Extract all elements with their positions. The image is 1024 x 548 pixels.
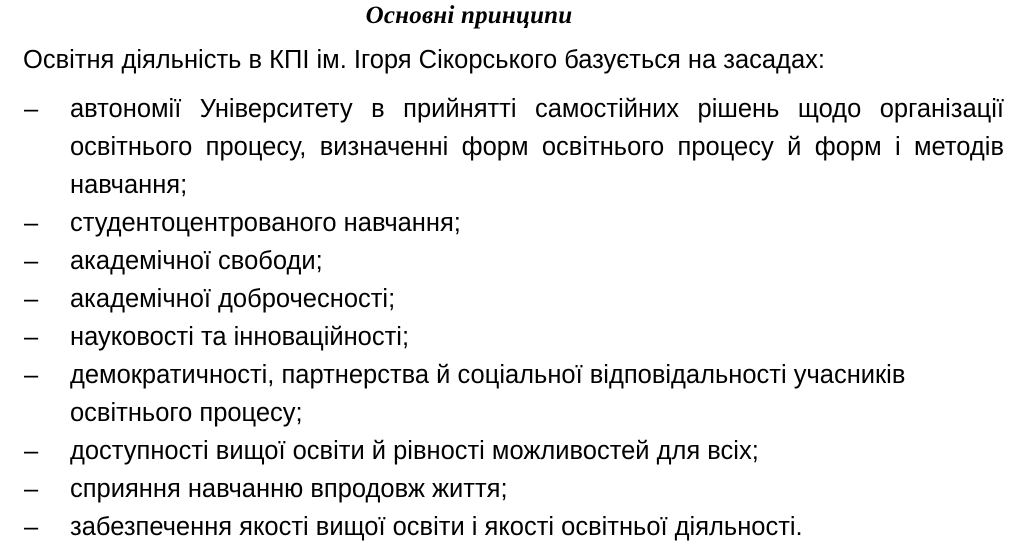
bullet-dash: – bbox=[24, 209, 39, 237]
bullet-dash: – bbox=[24, 247, 39, 275]
list-item bbox=[0, 204, 1004, 242]
list-item bbox=[0, 432, 1004, 470]
bullet-dash: – bbox=[24, 95, 39, 123]
intro-paragraph: Освітня діяльність в КПІ ім. Ігоря Сікорського базується на засадах: bbox=[23, 46, 825, 74]
list-item-text: забезпечення якості вищої освіти і якості освітньої діяльності. bbox=[70, 513, 803, 541]
principles-list bbox=[0, 90, 1024, 546]
list-item-text: доступності вищої освіти й рівності можливостей для всіх; bbox=[70, 437, 759, 465]
list-item-text: академічної свободи; bbox=[70, 247, 323, 275]
bullet-dash: – bbox=[24, 513, 39, 541]
list-item bbox=[0, 90, 1004, 204]
list-item bbox=[0, 242, 1004, 280]
bullet-dash: – bbox=[24, 361, 39, 389]
list-item-text: студентоцентрованого навчання; bbox=[70, 209, 461, 237]
bullet-dash: – bbox=[24, 475, 39, 503]
list-item-text: сприяння навчанню впродовж життя; bbox=[70, 475, 508, 503]
list-item bbox=[0, 356, 1004, 432]
list-item-text: науковості та інноваційності; bbox=[70, 323, 410, 351]
list-item bbox=[0, 470, 1004, 508]
list-item-text: академічної доброчесності; bbox=[70, 285, 396, 313]
list-item-text: автономії Університету в прийнятті самостійних рішень щодо організації освітнього процесу, визначенні форм освітнього процесу й форм і методів навчання; bbox=[70, 95, 1004, 199]
list-item bbox=[0, 318, 1004, 356]
section-heading: Основні принципи bbox=[365, 2, 573, 29]
bullet-dash: – bbox=[24, 285, 39, 313]
list-item bbox=[0, 508, 1004, 546]
bullet-dash: – bbox=[24, 437, 39, 465]
list-item-text: демократичності, партнерства й соціальної відповідальності учасників освітнього процесу; bbox=[70, 361, 906, 427]
list-item bbox=[0, 280, 1004, 318]
bullet-dash: – bbox=[24, 323, 39, 351]
